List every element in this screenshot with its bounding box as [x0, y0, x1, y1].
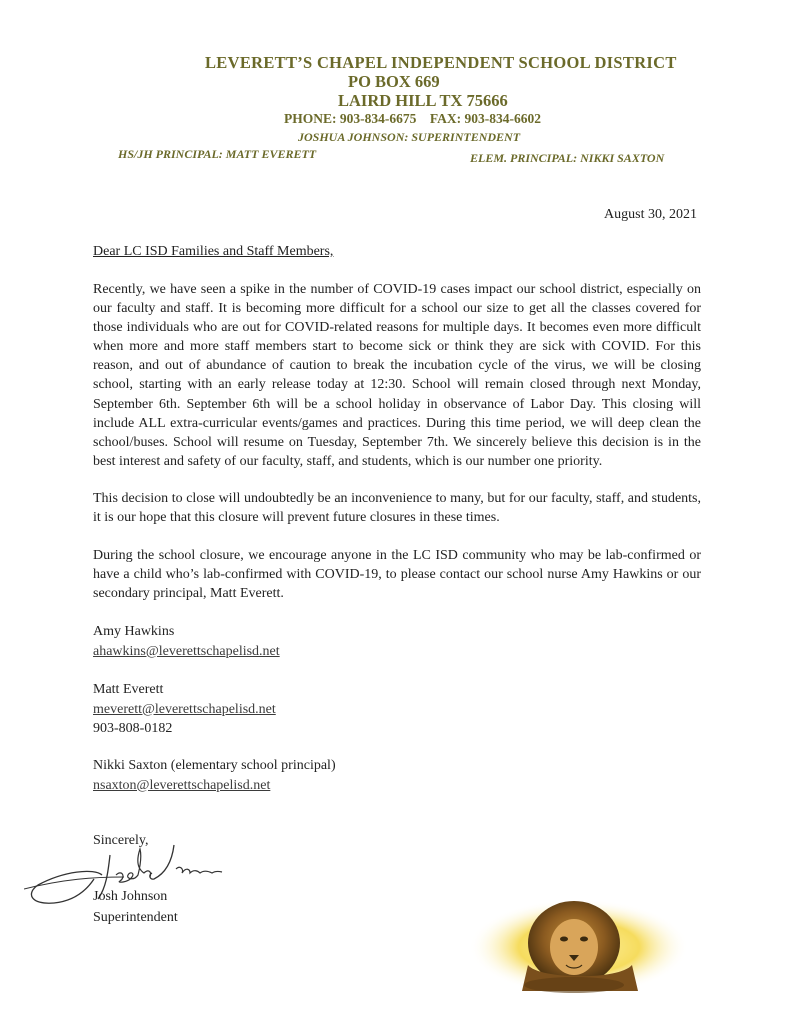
contact-name: Amy Hawkins: [93, 624, 175, 639]
elem-principal-line: ELEM. PRINCIPAL: NIKKI SAXTON: [470, 151, 665, 165]
district-pobox: PO BOX 669: [348, 72, 440, 91]
contact-email-link[interactable]: ahawkins@leverettschapelisd.net: [93, 643, 280, 659]
paragraph-closure-announcement: Recently, we have seen a spike in the number of COVID-19 cases impact our school district, especially on our faculty and staff. It is becoming more difficult for a school our size to get all the classes covered for those individuals who are out for COVID-related reasons for multiple days. It becomes even more difficult when more and more staff members start to become sick or think they are sick with COVID. For this reason, and out of abundance of caution to break the incubation cycle of the virus, we will be closing school, starting with an early release today at 12:30. School will remain closed through next Monday, September 6th. September 6th will be a school holiday in observance of Labor Day. This closing will include ALL extra-curricular events/games and practices. During this time period, we will deep clean the school/buses. School will resume on Tuesday, September 7th. We sincerely believe this decision is in the best interest and safety of our faculty, staff, and students, which is our number one priority.: [93, 282, 701, 469]
closing: Sincerely,: [93, 833, 149, 848]
district-phone-fax: PHONE: 903-834-6675 FAX: 903-834-6602: [284, 111, 541, 126]
paragraph-contact-request: During the school closure, we encourage anyone in the LC ISD community who may be lab-confirmed or have a child who’s lab-confirmed with COVID-19, to please contact our school nurse Amy Hawkins or our secondary principal, Matt Everett.: [93, 548, 701, 602]
contact-amy-hawkins: [93, 622, 280, 661]
contact-name: Nikki Saxton (elementary school principal): [93, 758, 336, 773]
salutation: Dear LC ISD Families and Staff Members,: [93, 244, 334, 259]
contact-nikki-saxton: [93, 756, 336, 795]
signer-block: [93, 886, 178, 928]
signer-name: Josh Johnson: [93, 889, 168, 904]
signer-title: Superintendent: [93, 910, 178, 925]
contact-phone: 903-808-0182: [93, 721, 173, 736]
district-name: LEVERETT’S CHAPEL INDEPENDENT SCHOOL DISTRICT: [205, 53, 677, 72]
letter-date: August 30, 2021: [604, 207, 697, 222]
contact-matt-everett: [93, 680, 276, 739]
paragraph-inconvenience: This decision to close will undoubtedly be an inconvenience to many, but for our faculty, staff, and students, it is our hope that this closure will prevent future closures in these times.: [93, 491, 701, 526]
contact-email-link[interactable]: meverett@leverettschapelisd.net: [93, 701, 276, 717]
superintendent-line: JOSHUA JOHNSON: SUPERINTENDENT: [298, 130, 521, 144]
hs-principal-line: HS/JH PRINCIPAL: MATT EVERETT: [118, 147, 317, 161]
lion-icon: [468, 895, 690, 995]
district-city: LAIRD HILL TX 75666: [338, 91, 508, 110]
contact-name: Matt Everett: [93, 682, 164, 697]
contact-email-link[interactable]: nsaxton@leverettschapelisd.net: [93, 777, 271, 793]
